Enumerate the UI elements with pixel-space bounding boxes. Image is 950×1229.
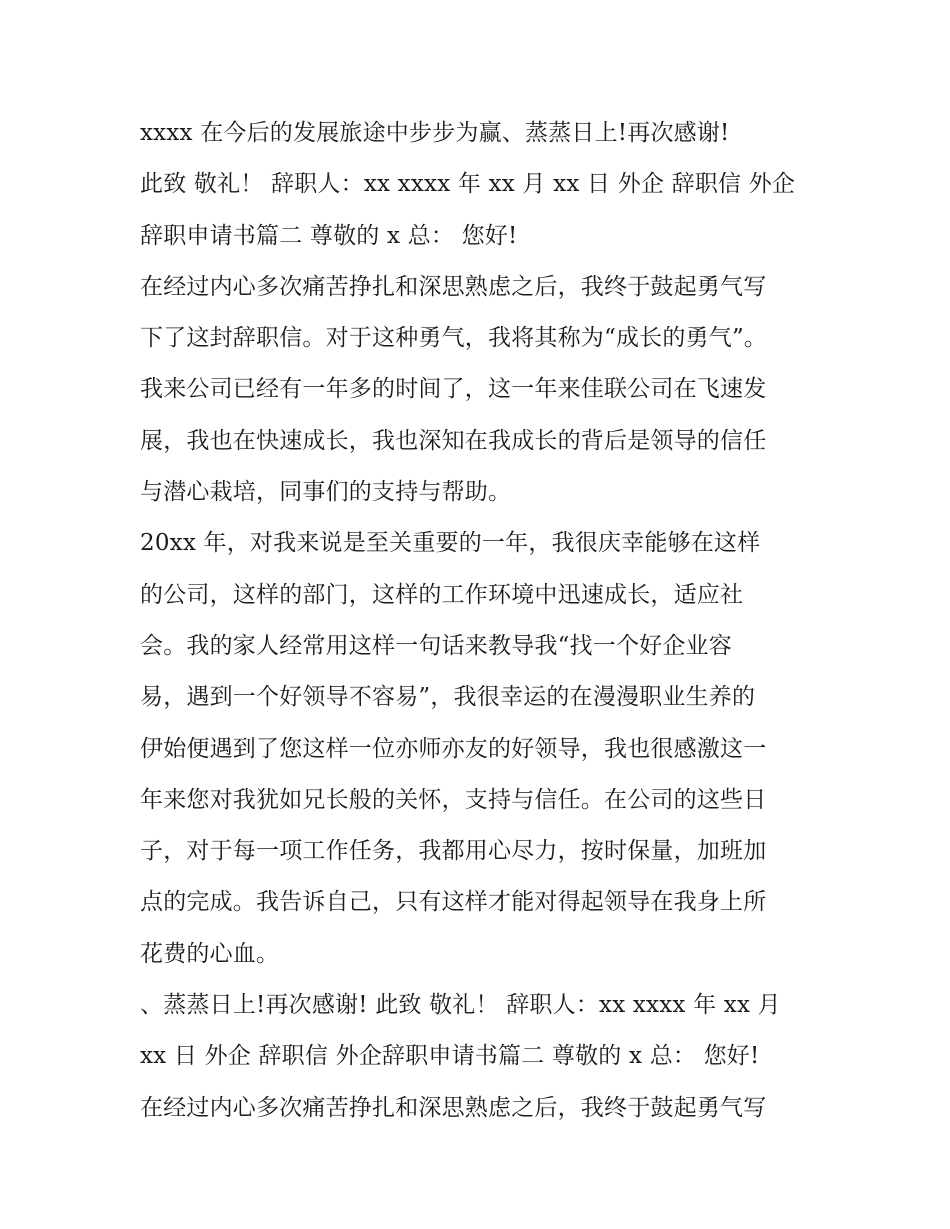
- text-line: 辞职申请书篇二 尊敬的 x 总： 您好!: [140, 222, 518, 249]
- text-line: 伊始便遇到了您这样一位亦师亦友的好领导，我也很感激这一: [140, 735, 767, 762]
- document-body: [140, 108, 820, 1134]
- text-line: 在经过内心多次痛苦挣扎和深思熟虑之后，我终于鼓起勇气写: [140, 273, 767, 300]
- text-line: xxxx 在今后的发展旅途中步步为赢、蒸蒸日上!再次感谢!: [140, 120, 730, 146]
- text-line: xx 日 外企 辞职信 外企辞职申请书篇二 尊敬的 x 总： 您好!: [140, 1043, 760, 1070]
- text-line: 20xx 年，对我来说是至关重要的一年，我很庆幸能够在这样: [140, 530, 761, 557]
- text-line: 年来您对我犹如兄长般的关怀，支持与信任。在公司的这些日: [140, 786, 767, 813]
- text-line: 的公司，这样的部门，这样的工作环境中迅速成长，适应社: [140, 581, 744, 608]
- text-line: 点的完成。我告诉自己，只有这样才能对得起领导在我身上所: [140, 889, 767, 916]
- text-line: 会。我的家人经常用这样一句话来教导我“找一个好企业容: [140, 632, 732, 659]
- text-line: 下了这封辞职信。对于这种勇气，我将其称为“成长的勇气”。: [140, 325, 768, 352]
- text-line: 子，对于每一项工作任务，我都用心尽力，按时保量，加班加: [140, 838, 767, 865]
- text-line: 此致 敬礼！ 辞职人：xx xxxx 年 xx 月 xx 日 外企 辞职信 外企: [140, 171, 796, 198]
- text-line: 我来公司已经有一年多的时间了，这一年来佳联公司在飞速发: [140, 376, 767, 403]
- text-line: 展，我也在快速成长，我也深知在我成长的背后是领导的信任: [140, 427, 767, 454]
- text-line: 、蒸蒸日上!再次感谢! 此致 敬礼！ 辞职人：xx xxxx 年 xx 月: [140, 992, 781, 1019]
- text-line: 与潜心栽培，同事们的支持与帮助。: [140, 479, 512, 506]
- text-line: 在经过内心多次痛苦挣扎和深思熟虑之后，我终于鼓起勇气写: [140, 1094, 767, 1121]
- text-line: 易，遇到一个好领导不容易”，我很幸运的在漫漫职业生养的: [140, 684, 756, 711]
- text-line: 花费的心血。: [140, 940, 280, 967]
